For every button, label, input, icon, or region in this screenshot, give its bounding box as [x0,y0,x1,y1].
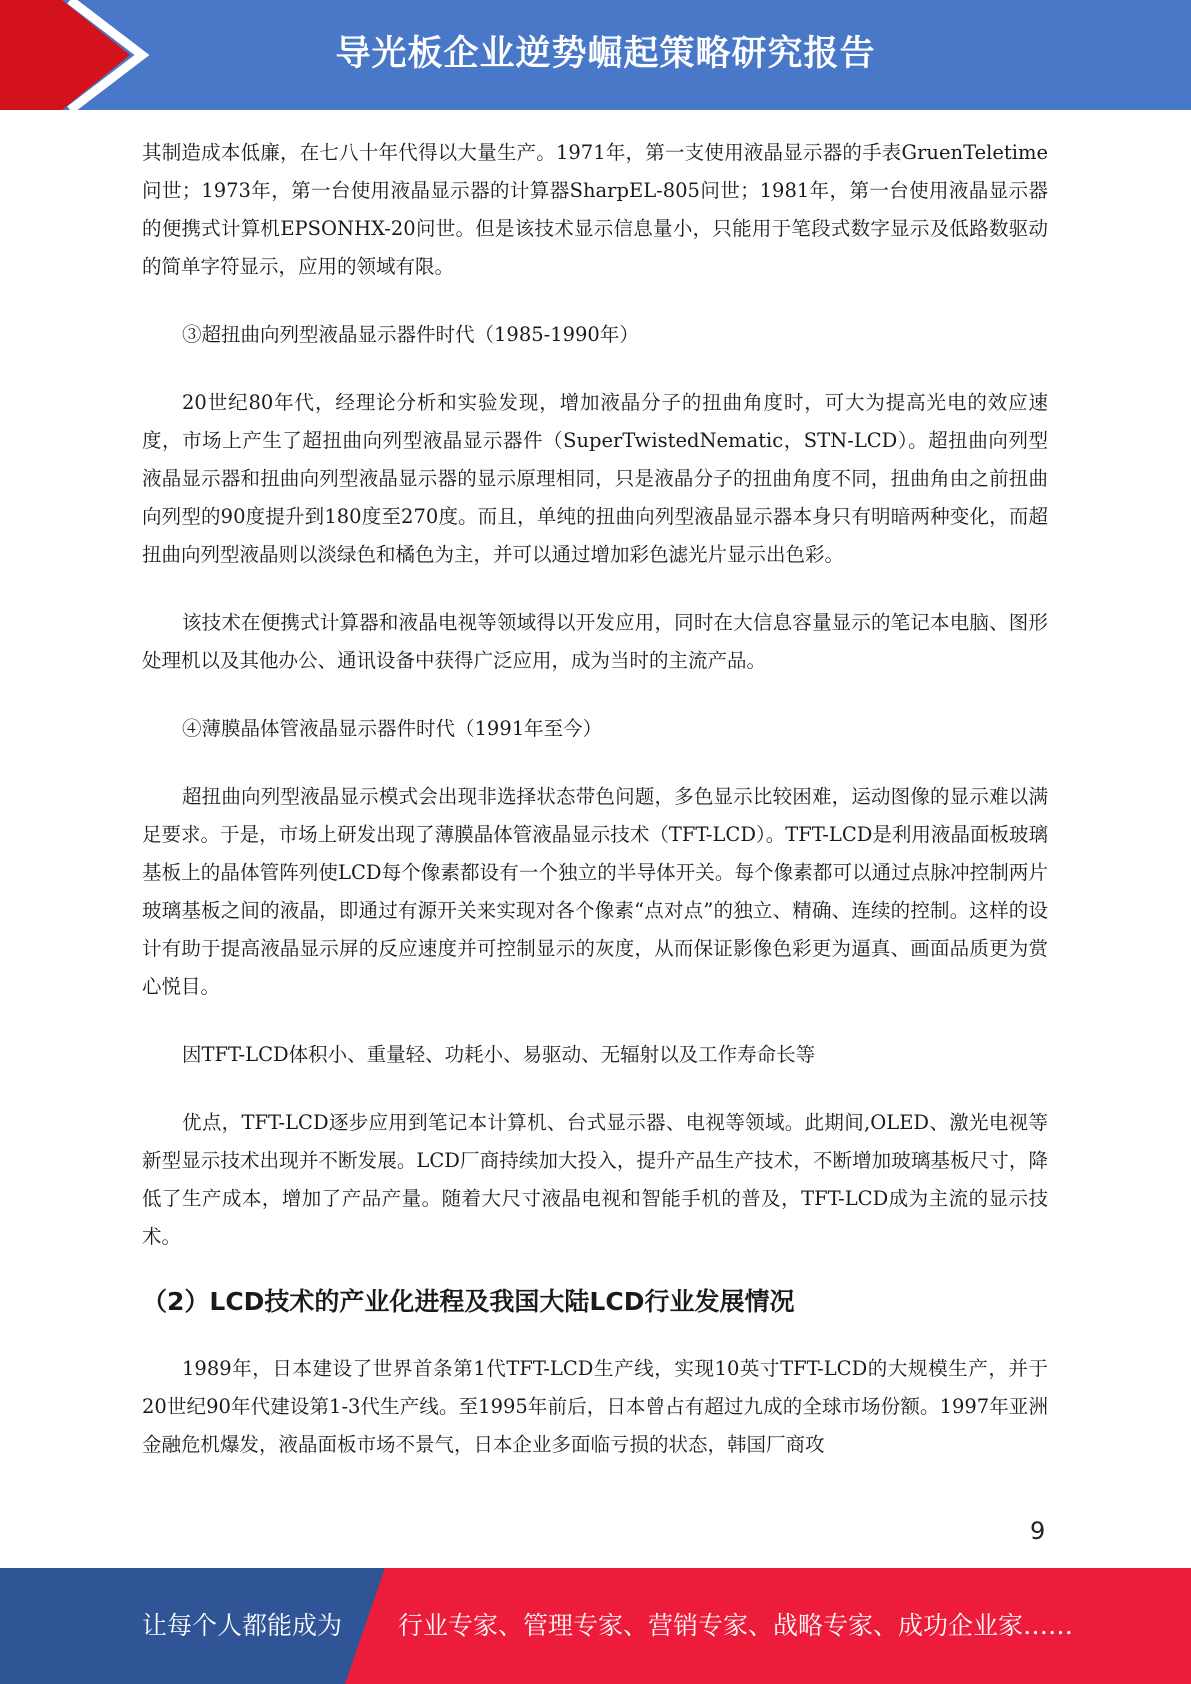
subheading-stn-era: ③超扭曲向列型液晶显示器件时代（1985-1990年） [182,323,639,346]
page-header [0,0,1191,110]
page-number: 9 [1030,1517,1046,1545]
paragraph: 20世纪80年代，经理论分析和实验发现，增加液晶分子的扭曲角度时，可大为提高光电的效应速度，市场上产生了超扭曲向列型液晶显示器件（SuperTwistedNematic，STN-LCD）。超扭曲向列型液晶显示器和扭曲向列型液晶显示器的显示原理相同，只是液晶分子的扭曲角度不同，扭曲角由之前扭曲向列型的90度提升到180度至270度。而且，单纯的扭曲向列型液晶显示器本身只有明暗两种变化，而超扭曲向列型液晶则以淡绿色和橘色为主，并可以通过增加彩色滤光片显示出色彩。 [142,391,1048,566]
report-title: 导光板企业逆势崛起策略研究报告 [335,34,876,74]
page-footer [0,1568,1191,1684]
paragraph: 优点，TFT-LCD逐步应用到笔记本计算机、台式显示器、电视等领域。此期间,OLED、激光电视等新型显示技术出现并不断发展。LCD厂商持续加大投入，提升产品生产技术，不断增加玻璃基板尺寸，降低了生产成本，增加了产品产量。随着大尺寸液晶电视和智能手机的普及，TFT-LCD成为主流的显示技术。 [142,1111,1048,1248]
paragraph: 超扭曲向列型液晶显示模式会出现非选择状态带色问题，多色显示比较困难，运动图像的显示难以满足要求。于是，市场上研发出现了薄膜晶体管液晶显示技术（TFT-LCD）。TFT-LCD是利用液晶面板玻璃基板上的晶体管阵列使LCD每个像素都设有一个独立的半导体开关。每个像素都可以通过点脉冲控制两片玻璃基板之间的液晶，即通过有源开关来实现对各个像素“点对点”的独立、精确、连续的控制。这样的设计有助于提高液晶显示屏的反应速度并可控制显示的灰度，从而保证影像色彩更为逼真、画面品质更为赏心悦目。 [142,785,1048,998]
footer-slogan-left: 让每个人都能成为 [142,1611,343,1640]
paragraph: 其制造成本低廉，在七八十年代得以大量生产。1971年，第一支使用液晶显示器的手表GruenTeletime问世；1973年，第一台使用液晶显示器的计算器SharpEL-805问世；1981年，第一台使用液晶显示器的便携式计算机EPSONHX-20问世。但是该技术显示信息量小，只能用于笔段式数字显示及低路数驱动的简单字符显示，应用的领域有限。 [142,141,1048,278]
subheading-tft-era: ④薄膜晶体管液晶显示器件时代（1991年至今） [182,717,603,740]
footer-slogan-right: 行业专家、管理专家、营销专家、战略专家、成功企业家…… [398,1611,1074,1640]
paragraph: 因TFT-LCD体积小、重量轻、功耗小、易驱动、无辐射以及工作寿命长等 [182,1043,816,1066]
section-heading: （2）LCD技术的产业化进程及我国大陆LCD行业发展情况 [142,1287,795,1316]
paragraph: 1989年，日本建设了世界首条第1代TFT-LCD生产线，实现10英寸TFT-LCD的大规模生产，并于20世纪90年代建设第1-3代生产线。至1995年前后，日本曾占有超过九成的全球市场份额。1997年亚洲金融危机爆发，液晶面板市场不景气，日本企业多面临亏损的状态，韩国厂商攻 [142,1357,1048,1456]
paragraph: 该技术在便携式计算器和液晶电视等领域得以开发应用，同时在大信息容量显示的笔记本电脑、图形处理机以及其他办公、通讯设备中获得广泛应用，成为当时的主流产品。 [142,611,1048,672]
page-content [142,134,1048,1464]
